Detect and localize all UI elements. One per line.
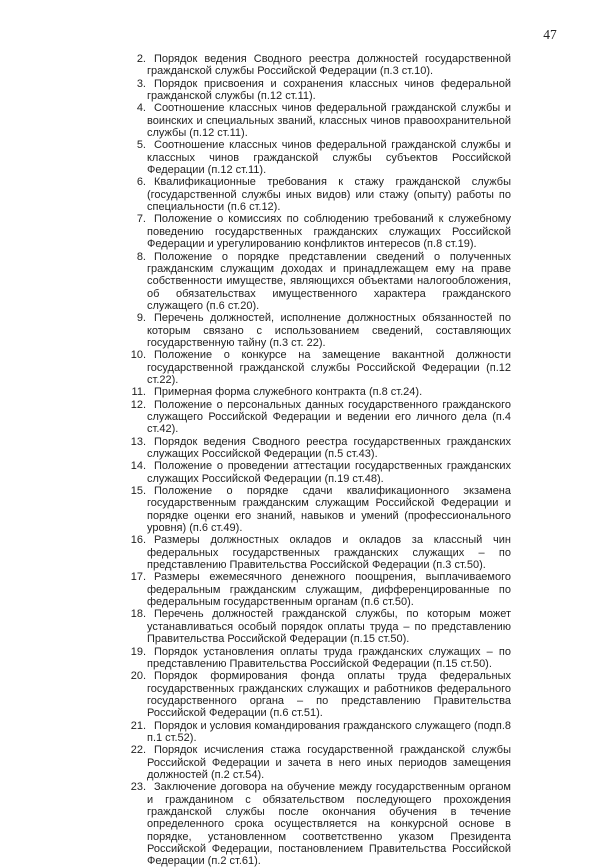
list-item [130,571,511,608]
item-text: Положение о порядке представлении сведений о полученных гражданским служащим доходах и принадлежащем ему на праве собственности имуществе, являющихся объектами налогообложения, об обязательствах имущественного характера гражданского служащего (п.6 ст.20). [147,250,511,312]
list-item [130,349,511,386]
list-item [130,78,511,103]
list-item [130,534,511,571]
item-text: Порядок исчисления стажа государственной гражданской службы Российской Федерации и зачета в него иных периодов замещения должностей (п.2 ст.54). [147,744,511,781]
item-text: Порядок формирования фонда оплаты труда федеральных государственных гражданских служащих и работников федерального государственного органа – по представлению Правительства Российской Федерации (п.6 ст.51). [147,670,511,720]
list-item [130,744,511,781]
item-number: 10. [130,349,146,362]
item-text: Положение о конкурсе на замещение вакантной должности государственной гражданской службы Российской Федерации (п.12 ст.22). [147,349,511,386]
list-item [130,251,511,313]
item-text: Порядок и условия командирования гражданского служащего (подп.8 п.1 ст.52). [147,719,511,744]
list-item [130,102,511,139]
item-number: 8. [136,250,146,263]
item-text: Размеры должностных окладов и окладов за классный чин федеральных государственных гражданских служащих – по представлению Правительства Российской Федерации (п.3 ст.50). [147,534,511,572]
item-text: Перечень должностей, исполнение должностных обязанностей по которым связано с использованием сведений, составляющих государственную тайну (п.3 ст. 22). [147,312,511,349]
list-item [130,485,511,534]
item-number: 21. [130,719,146,732]
item-text: Положение о порядке сдачи квалификационного экзамена государственным гражданским служащим Российской Федерации и порядке оценки его знаний, навыков и умений (профессионального уровня) (п.6 ст.49). [147,485,511,535]
item-number: 16. [130,534,146,547]
list-item [130,670,511,719]
item-text: Положение о проведении аттестации государственных гражданских служащих Российской Федерации (п.19 ст.48). [147,460,511,485]
item-number: 5. [136,139,146,152]
item-number: 3. [136,77,146,90]
item-text: Перечень должностей гражданской службы, по которым может устанавливаться особый порядок оплаты труда – по представлению Правительства Российской Федерации (п.15 ст.50). [147,608,511,646]
item-number: 12. [130,398,146,411]
item-number: 4. [136,102,146,115]
list-item [130,176,511,213]
list-item [130,312,511,349]
item-number: 22. [130,744,146,757]
item-text: Положение о персональных данных государственного гражданского служащего Российской Федерации и ведении его личного дела (п.4 ст.42). [147,398,511,436]
item-number: 11. [131,386,146,399]
list-item [130,460,511,485]
item-text: Заключение договора на обучение между государственным органом и гражданином с обязательством последующего прохождения гражданской службы после окончания обучения в течение определенного срока осуществляется на конкурсной основе в порядке, установленном соответственно указом Президента Российской Федерации, постановлением Правительства Российской Федерации (п.2 ст.61). [147,781,511,868]
list-item [130,53,511,78]
item-number: 13. [130,435,146,448]
item-number: 2. [136,53,146,65]
list-item [130,608,511,645]
item-text: Положение о комиссиях по соблюдению требований к служебному поведению государственных гражданских служащих Российской Федерации и урегулированию конфликтов интересов (п.8 ст.19). [147,213,511,251]
item-text: Соотношение классных чинов федеральной гражданской службы и воинских и специальных званий, классных чинов правоохранительной службы (п.12 ст.11). [147,102,511,140]
list-item [130,646,511,671]
list-item [130,386,511,398]
item-number: 7. [136,213,146,226]
item-number: 20. [130,670,146,683]
item-number: 6. [136,176,146,189]
item-text: Квалификационные требования к стажу гражданской службы (государственной службы иных видов) или стажу (опыту) работы по специальности (п.6 ст.12). [147,176,511,214]
item-text: Примерная форма служебного контракта (п.8 ст.24). [154,386,423,399]
item-text: Порядок установления оплаты труда гражданских служащих – по представлению Правительства Российской Федерации (п.15 ст.50). [147,645,511,670]
item-text: Порядок ведения Сводного реестра должностей государственной гражданской службы Российской Федерации (п.3 ст.10). [147,53,511,78]
list-item [130,781,511,867]
item-text: Порядок присвоения и сохранения классных чинов федеральной гражданской службы (п.12 ст.11). [147,77,511,103]
item-number: 18. [130,608,146,621]
item-text: Порядок ведения Сводного реестра государственных гражданских служащих Российской Федерации (п.5 ст.43). [147,435,511,460]
item-text: Соотношение классных чинов федеральной гражданской службы и классных чинов гражданской службы субъектов Российской Федерации (п.12 ст.11). [147,139,511,177]
item-number: 9. [136,312,146,325]
item-number: 19. [130,645,146,658]
list-item [130,213,511,250]
item-number: 15. [130,485,146,498]
list-item [130,139,511,176]
item-number: 14. [130,460,146,473]
numbered-list [130,53,511,868]
page-number: 47 [543,27,557,42]
list-item [130,399,511,436]
item-text: Размеры ежемесячного денежного поощрения, выплачиваемого федеральным гражданским служащим, дифференцированные по федеральным государственным органам (п.6 ст.50). [147,571,511,609]
item-number: 23. [130,781,146,794]
list-item [130,720,511,745]
list-item [130,436,511,461]
item-number: 17. [130,571,146,584]
